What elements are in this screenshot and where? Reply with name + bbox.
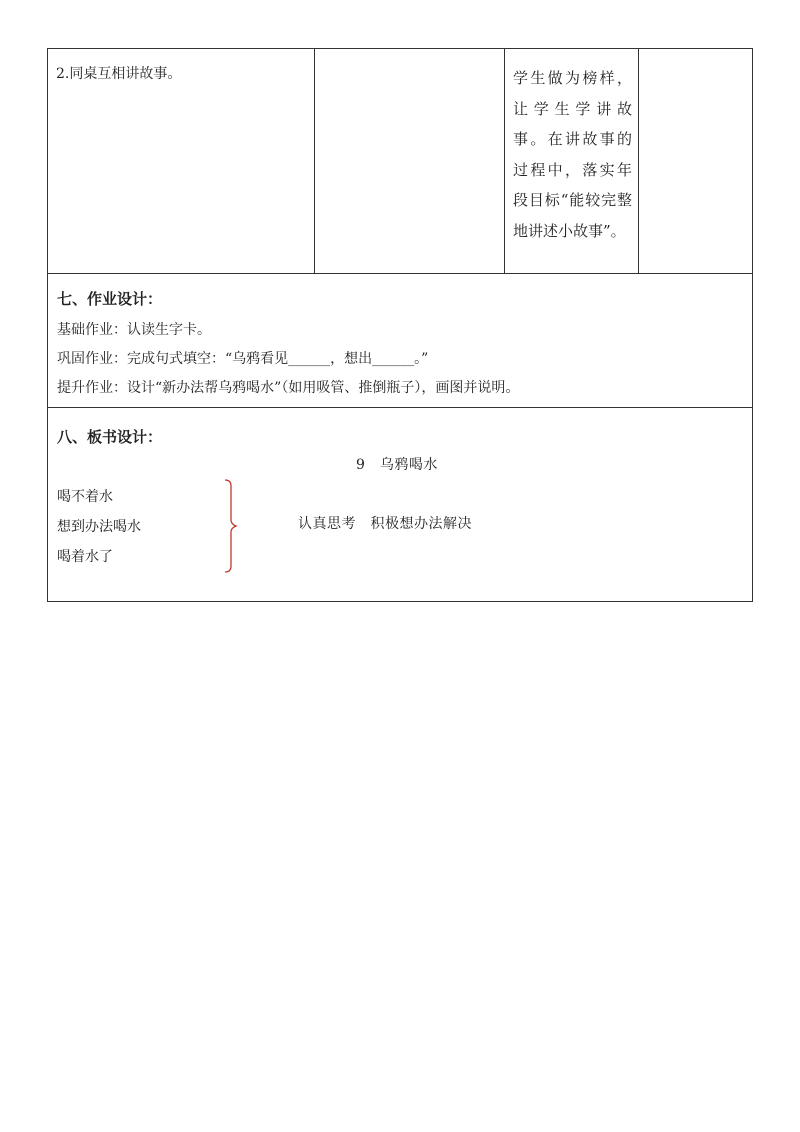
empty-cell [639, 49, 752, 273]
activity-step-cell: 2.同桌互相讲故事。 [48, 49, 315, 273]
homework-consolidation: 巩固作业：完成句式填空：“乌鸦看见______，想出______。” [57, 351, 429, 367]
blackboard-title: 9 乌鸦喝水 [356, 457, 438, 473]
blackboard-heading: 八、板书设计： [57, 428, 163, 446]
activity-row [48, 49, 752, 274]
design-intent-cell: 学生做为榜样，让学生学讲故事。在讲故事的过程中，落实年段目标“能较完整地讲述小故事”。 [505, 49, 639, 273]
homework-heading: 七、作业设计： [57, 290, 163, 308]
homework-basic: 基础作业：认读生字卡。 [57, 322, 211, 338]
blackboard-item: 喝不着水 [57, 489, 113, 505]
blackboard-section [48, 408, 752, 601]
blackboard-item: 喝着水了 [57, 549, 113, 565]
homework-section [48, 274, 752, 408]
homework-extension: 提升作业：设计“新办法帮乌鸦喝水”（如用吸管、推倒瓶子），画图并说明。 [57, 380, 520, 396]
blackboard-item: 想到办法喝水 [57, 519, 141, 535]
lesson-plan-table [47, 48, 753, 602]
blackboard-summary: 认真思考 积极想办法解决 [298, 516, 472, 532]
right-brace-icon [224, 478, 240, 574]
empty-cell [315, 49, 505, 273]
